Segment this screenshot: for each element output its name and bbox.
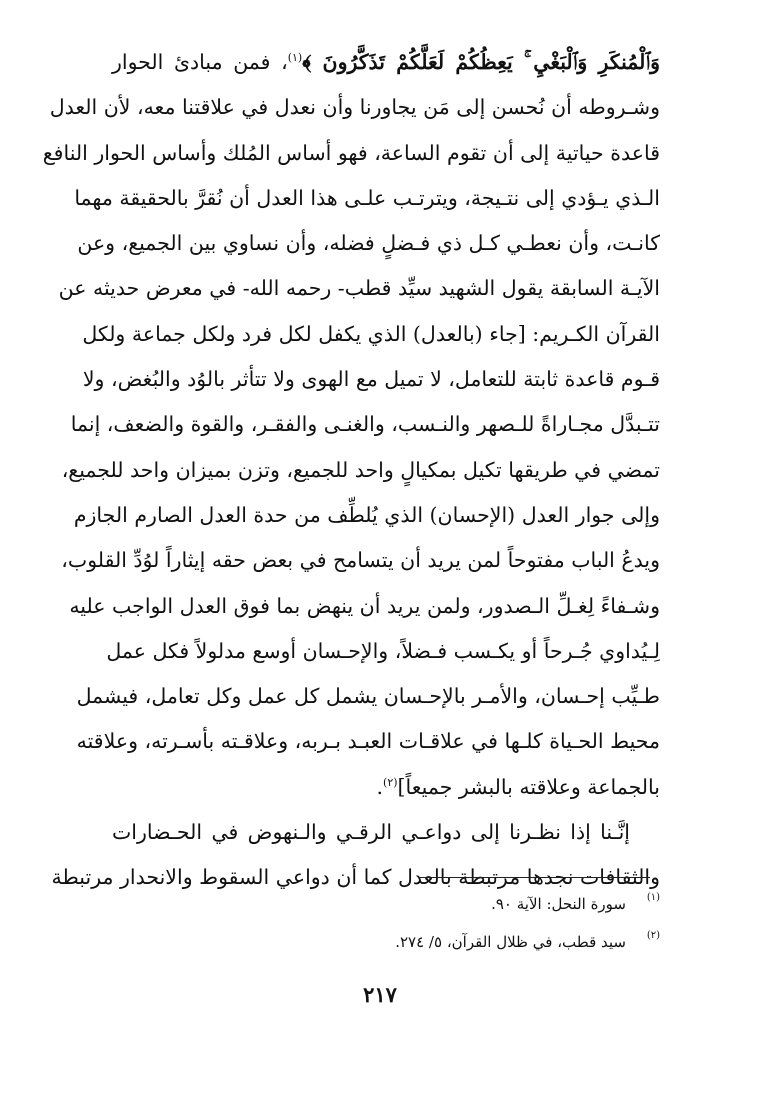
text-line-15: طـيِّب إحـسان، والأمـر بالإحـسان يشمل كل عمل وكل تعامل، فيشمل (76, 684, 660, 709)
text-line-17 (112, 765, 660, 810)
text-line-17-tail: . (376, 774, 384, 799)
footnote-ref-2: (٢) (383, 775, 398, 789)
text-line-9: تتـبدَّل مجـاراةً للـصهر والنـسب، والغنـى والفقـر، والقوة والضعف، إنما (70, 412, 660, 437)
footnote-1 (300, 885, 660, 923)
text-line-4: الـذي يـؤدي إلى نتـيجة، ويترتـب علـى هذا العدل أن نُقرَّ بالحقيقة مهما (74, 185, 660, 210)
footnote-2 (300, 923, 660, 961)
footnote-1-number: (١) (646, 892, 660, 903)
text-line-1-rest: ، فمن مبادئ الحوار (112, 50, 288, 74)
footnote-2-text: سيد قطب، في ظلال القرآن، ٥/ ٢٧٤. (395, 933, 626, 951)
footnote-2-number: (٢) (646, 930, 660, 941)
footnotes (300, 885, 660, 961)
text-line-17-text: بالجماعة وعلاقته بالبشر جميعاً] (397, 774, 660, 799)
text-line-10: تمضي في طريقها تكيل بمكيالٍ واحد للجميع، وتزن بميزان واحد للجميع، (61, 457, 660, 482)
text-line-8: قـوم قاعدة ثابتة للتعامل، لا تميل مع الهوى ولا تتأثر بالوُد والبُغض، ولا (82, 367, 660, 392)
text-line-12: ويدعُ الباب مفتوحاً لمن يريد أن يتسامح في بعض حقه إيثاراً لوُدِّ القلوب، (61, 548, 660, 573)
footnote-separator (420, 877, 650, 878)
text-line-2: وشـروطه أن نُحسن إلى مَن يجاورنا وأن نعدل في علاقتنا معه، لأن العدل (49, 95, 660, 120)
text-line-5: كانـت، وأن نعطـي كـل ذي فـضلٍ فضله، وأن نساوي بين الجميع، وعن (77, 231, 660, 256)
text-line-6: الآيـة السابقة يقول الشهيد سيِّد قطب- رحمه الله- في معرض حديثه عن (58, 276, 660, 301)
quran-verse: وَٱلْمُنكَرِ وَٱلْبَغْيِ ۚ يَعِظُكُمْ لَعَلَّكُمْ تَذَكَّرُونَ ﴾ (302, 50, 660, 74)
text-line-11: وإلى جوار العدل (الإحسان) الذي يُلطِّف من حدة العدل الصارم الجازم (73, 502, 660, 527)
text-line-14: لِـيُداوي جُـرحاً أو يكـسب فـضلاً، والإحـسان أوسع مدلولاً فكل عمل (106, 638, 660, 663)
text-line-7: القرآن الكـريم: [جاء (بالعدل) الذي يكفل لكل فرد ولكل جماعة ولكل (82, 321, 660, 346)
body-text (42, 40, 660, 901)
footnote-1-text: سورة النحل: الآية ٩٠. (491, 895, 626, 913)
text-line-13: وشـفاءً لِغـلِّ الـصدور، ولمن يريد أن ينهض بما فوق العدل الواجب عليه (69, 593, 660, 618)
text-line-19: والثقافات نجدها مرتبطة بالعدل كما أن دواعي السقوط والانحدار مرتبطة (51, 865, 660, 890)
text-line-3: قاعدة حياتية إلى أن تقوم الساعة، فهو أساس المُلك وأساس الحوار النافع (42, 140, 660, 165)
text-line-16: محيط الحـياة كلـها في علاقـات العبـد بـربه، وعلاقـته بأسـرته، وعلاقته (76, 729, 660, 754)
text-line-18: إنَّـنا إذا نظـرنا إلى دواعـي الرقـي والـنهوض في الحـضارات (112, 820, 630, 845)
page-number: ٢١٧ (363, 982, 397, 1007)
text-line-1 (112, 40, 660, 85)
footnote-ref-1: (١) (287, 51, 303, 65)
